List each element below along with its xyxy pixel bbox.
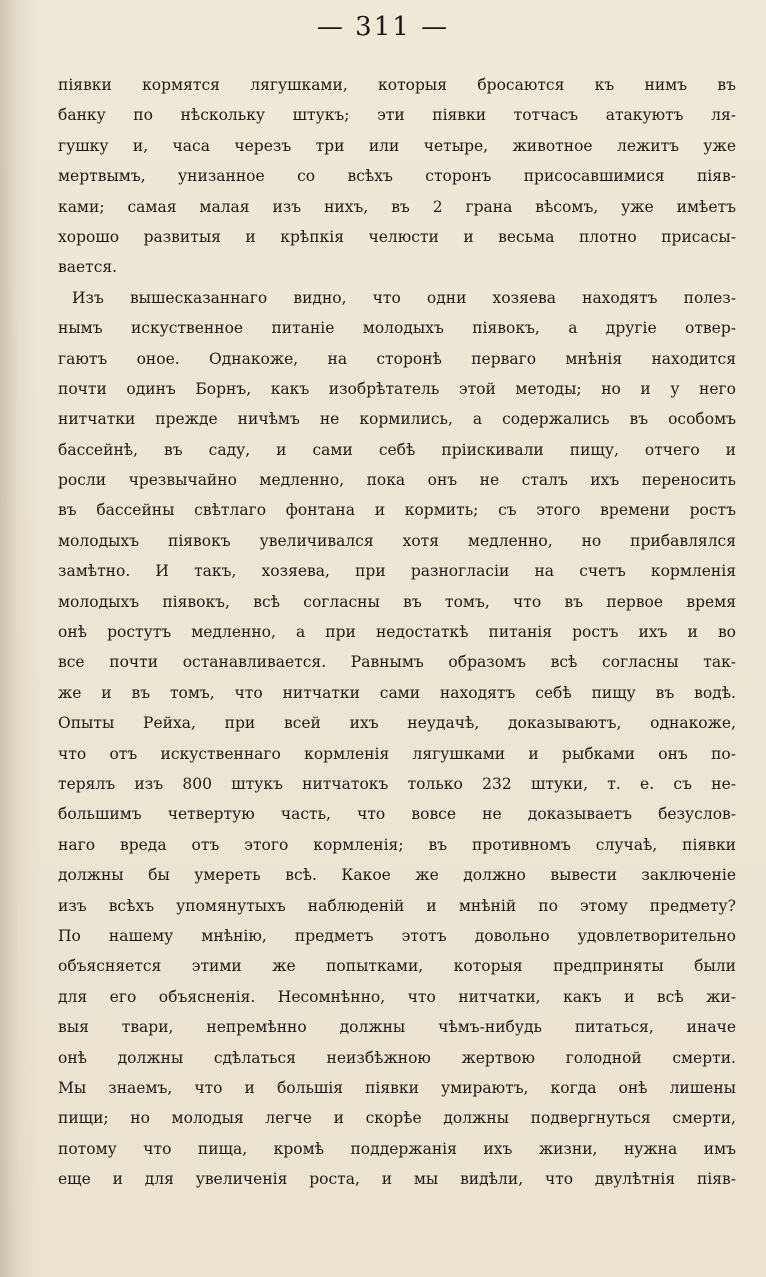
text-line: терялъ изъ 800 штукъ нитчатокъ только 232 штуки, т. е. съ не-	[58, 774, 736, 793]
text-line: большимъ четвертую часть, что вовсе не доказываетъ безуслов-	[58, 805, 736, 824]
text-line: банку по нѣскольку штукъ; эти піявки тотчасъ атакуютъ ля-	[58, 106, 736, 125]
text-line: наго вреда отъ этого кормленія; въ противномъ случаѣ, піявки	[58, 835, 736, 854]
text-line: что отъ искуственнаго кормленія лягушками и рыбками онъ по-	[58, 744, 736, 763]
page-number: — 311 —	[316, 12, 450, 42]
text-line: Опыты Рейха, при всей ихъ неудачѣ, доказываютъ, однакоже,	[58, 714, 736, 733]
paragraph-start-line: Изъ вышесказаннаго видно, что одни хозяева находятъ полез-	[72, 288, 736, 307]
text-line: молодыхъ піявокъ увеличивался хотя медленно, но прибавлялся	[58, 531, 736, 550]
text-line: По нашему мнѣнію, предметъ этотъ довольно удовлетворительно	[58, 926, 736, 945]
text-line: Мы знаемъ, что и большія піявки умираютъ, когда онѣ лишены	[58, 1078, 736, 1097]
text-line: замѣтно. И такъ, хозяева, при разногласіи на счетъ кормленія	[58, 562, 736, 581]
text-line: нымъ искуственное питаніе молодыхъ піявокъ, а другіе отвер-	[58, 319, 736, 338]
text-line: пищи; но молодыя легче и скорѣе должны подвергнуться смерти,	[58, 1109, 736, 1128]
text-line: объясняется этими же попытками, которыя предприняты были	[58, 957, 736, 976]
text-line: въ бассейны свѣтлаго фонтана и кормить; съ этого времени ростъ	[58, 501, 736, 520]
text-line: мертвымъ, унизанное со всѣхъ сторонъ присосавшимися піяв-	[58, 167, 736, 186]
text-line: выя твари, непремѣнно должны чѣмъ-нибудь питаться, иначе	[58, 1018, 736, 1037]
text-line: должны бы умереть всѣ. Какое же должно вывести заключеніе	[58, 866, 736, 885]
text-line: почти одинъ Борнъ, какъ изобрѣтатель этой методы; но и у него	[58, 379, 736, 398]
text-line: піявки кормятся лягушками, которыя бросаются къ нимъ въ	[58, 76, 736, 94]
text-line: для его объясненія. Несомнѣнно, что нитчатки, какъ и всѣ жи-	[58, 987, 736, 1006]
text-line: вается.	[58, 258, 118, 277]
text-line: нитчатки прежде ничѣмъ не кормились, а содержались въ особомъ	[58, 410, 736, 429]
text-line: потому что пища, кромѣ поддержанія ихъ жизни, нужна имъ	[58, 1139, 736, 1158]
text-line: ками; самая малая изъ нихъ, въ 2 грана вѣсомъ, уже имѣетъ	[58, 197, 736, 216]
text-line: еще и для увеличенія роста, и мы видѣли, что двулѣтнія піяв-	[58, 1170, 736, 1189]
text-line: онѣ должны сдѣлаться неизбѣжною жертвою голодной смерти.	[58, 1048, 736, 1067]
text-line: изъ всѣхъ упомянутыхъ наблюденій и мнѣній по этому предмету?	[58, 896, 736, 915]
text-line: онѣ ростутъ медленно, а при недостаткѣ питанія ростъ ихъ и во	[58, 623, 736, 642]
text-line: гушку и, часа черезъ три или четыре, животное лежитъ уже	[58, 136, 736, 155]
text-line: молодыхъ піявокъ, всѣ согласны въ томъ, что въ первое время	[58, 592, 736, 611]
body-text	[58, 70, 736, 1194]
text-line: гаютъ оное. Однакоже, на сторонѣ перваго мнѣнія находится	[58, 349, 736, 368]
text-line: бассейнѣ, въ саду, и сами себѣ пріискивали пищу, отчего и	[58, 440, 736, 459]
text-line: росли чрезвычайно медленно, пока онъ не сталъ ихъ переносить	[58, 471, 736, 490]
text-line: хорошо развитыя и крѣпкія челюсти и весьма плотно присасы-	[58, 227, 736, 246]
text-line: все почти останавливается. Равнымъ образомъ всѣ согласны так-	[58, 653, 736, 672]
text-line: же и въ томъ, что нитчатки сами находятъ себѣ пищу въ водѣ.	[58, 683, 736, 702]
